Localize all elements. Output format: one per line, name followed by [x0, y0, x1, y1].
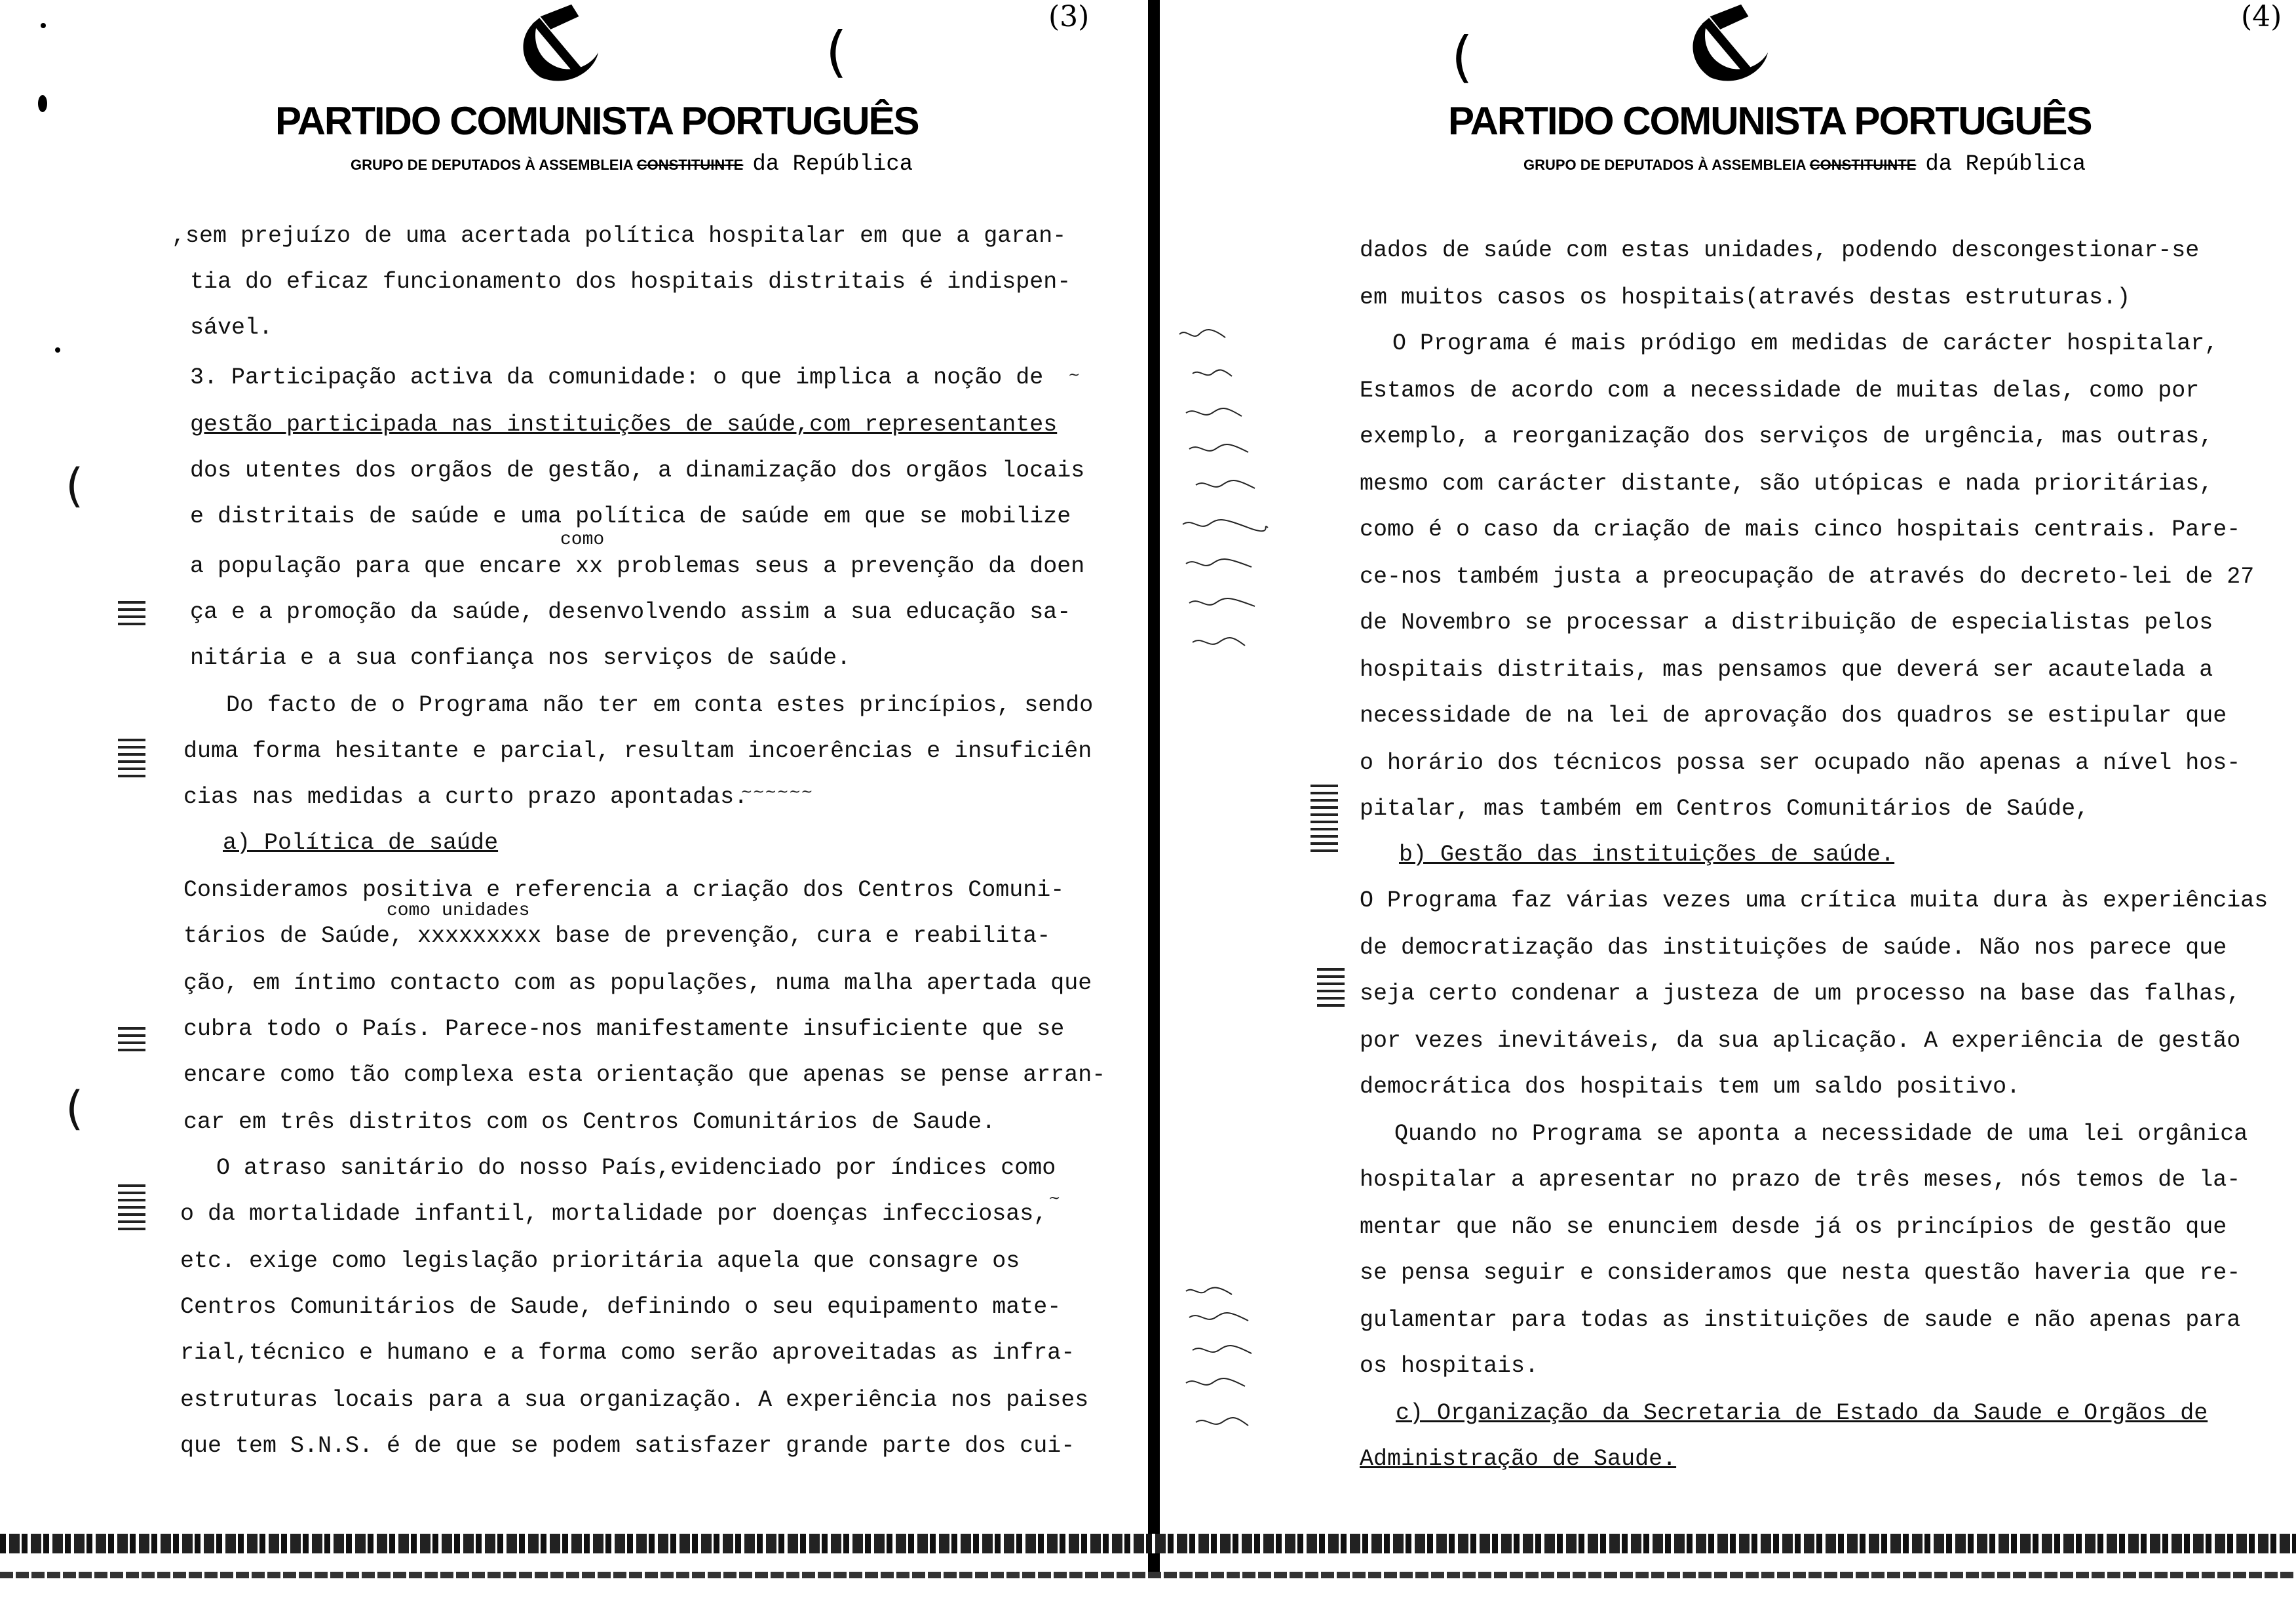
text-line: de democratização das instituições de saúde. Não nos parece que: [1360, 935, 2227, 961]
right-page: [1160, 0, 2296, 1586]
text-line: O atraso sanitário do nosso País,evidenciado por índices como: [216, 1155, 1056, 1181]
text-line: dados de saúde com estas unidades, podendo descongestionar-se: [1360, 237, 2200, 263]
section-heading: Administração de Saude.: [1360, 1446, 1677, 1472]
text-line: O Programa é mais pródigo em medidas de carácter hospitalar,: [1392, 330, 2219, 357]
scan-speck: [41, 23, 46, 28]
text-line: dos utentes dos orgãos de gestão, a dinamização dos orgãos locais: [190, 457, 1085, 484]
insert-como: como: [560, 530, 605, 550]
section-heading: c) Organização da Secretaria de Estado da Saude e Orgãos de: [1396, 1400, 2208, 1426]
scan-speck: [55, 347, 60, 353]
handwritten-annotation: ~~~~~~: [740, 784, 813, 800]
bracket-mark: (: [826, 20, 847, 84]
party-title: PARTIDO COMUNISTA PORTUGUÊS: [1448, 99, 2092, 143]
text-line: necessidade de na lei de aprovação dos quadros se estipular que: [1360, 703, 2227, 729]
text-line: Quando no Programa se aponta a necessidade de uma lei orgânica: [1394, 1121, 2248, 1147]
text-line: sável.: [190, 315, 273, 341]
text-line: a população para que encare xx problemas seus a prevenção da doen: [190, 553, 1085, 579]
text-line: em muitos casos os hospitais(através destas estruturas.): [1360, 284, 2131, 311]
text-line: os hospitais.: [1360, 1353, 1539, 1379]
text-line: rial,técnico e humano e a forma como serão aproveitadas as infra-: [180, 1340, 1075, 1366]
text-line: ça e a promoção da saúde, desenvolvendo assim a sua educação sa-: [190, 599, 1071, 625]
text-line: estruturas locais para a sua organização. A experiência nos paises: [180, 1387, 1089, 1413]
margin-dash-marks: [1311, 780, 1338, 857]
text-line: ção, em íntimo contacto com as populações, numa malha apertada que: [183, 970, 1092, 996]
text-line: democrática dos hospitais tem um saldo positivo.: [1360, 1074, 2021, 1100]
text-line: e distritais de saúde e uma política de saúde em que se mobilize: [190, 503, 1071, 530]
insert-como-unidades: como unidades: [387, 901, 530, 921]
page-number: (4): [2241, 0, 2282, 33]
margin-dash-marks: [1317, 963, 1345, 1011]
text-line: cias nas medidas a curto prazo apontadas.: [183, 784, 748, 810]
scan-edge: [0, 1534, 2296, 1553]
text-line: etc. exige como legislação prioritária aquela que consagre os: [180, 1248, 1020, 1274]
text-line: pitalar, mas também em Centros Comunitários de Saúde,: [1360, 796, 2090, 822]
text-line: mesmo com carácter distante, são utópicas e nada prioritárias,: [1360, 471, 2213, 497]
text-line: o horário dos técnicos possa ser ocupado não apenas a nível hos-: [1360, 750, 2241, 776]
handwritten-margin-notes: [1179, 1278, 1324, 1449]
text-line: como é o caso da criação de mais cinco hospitais centrais. Pare-: [1360, 516, 2241, 543]
bracket-mark: (: [66, 459, 84, 513]
scan-speck: [38, 95, 47, 112]
text-line: cubra todo o País. Parece-nos manifestamente insuficiente que se: [183, 1016, 1065, 1042]
text-line: Estamos de acordo com a necessidade de muitas delas, como por: [1360, 378, 2200, 404]
text-line: Centros Comunitários de Saude, definindo o seu equipamento mate-: [180, 1294, 1062, 1320]
bracket-mark: (: [1451, 25, 1473, 89]
margin-dash-marks: [118, 596, 145, 630]
text-line: car em três distritos com os Centros Comunitários de Saude.: [183, 1109, 996, 1135]
text-line: exemplo, a reorganização dos serviços de urgência, mas outras,: [1360, 423, 2213, 450]
text-line: tários de Saúde, xxxxxxxxx base de prevenção, cura e reabilita-: [183, 923, 1051, 949]
handwritten-annotation: ~: [1048, 1190, 1061, 1207]
text-line: Do facto de o Programa não ter em conta estes princípios, sendo: [226, 692, 1094, 718]
text-line: duma forma hesitante e parcial, resultam incoerências e insuficiên: [183, 738, 1092, 764]
margin-dash-marks: [118, 1022, 145, 1056]
text-line: mentar que não se enunciem desde já os princípios de gestão que: [1360, 1214, 2227, 1240]
section-heading: a) Política de saúde: [223, 830, 499, 856]
handwritten-margin-notes: [1173, 315, 1324, 708]
scan-edge: [0, 1572, 2296, 1578]
text-line: nitária e a sua confiança nos serviços de saúde.: [190, 645, 851, 671]
text-line: ce-nos também justa a preocupação de através do decreto-lei de 27: [1360, 564, 2255, 590]
hammer-sickle-icon: [514, 0, 613, 85]
hammer-sickle-icon: [1684, 0, 1782, 85]
text-line: o da mortalidade infantil, mortalidade por doenças infecciosas,: [180, 1201, 1048, 1227]
text-line: que tem S.N.S. é de que se podem satisfazer grande parte dos cui-: [180, 1433, 1075, 1459]
section-heading: b) Gestão das instituições de saúde.: [1399, 842, 1895, 868]
party-title: PARTIDO COMUNISTA PORTUGUÊS: [275, 99, 919, 143]
page-gutter: [1148, 0, 1160, 1573]
group-subtitle: GRUPO DE DEPUTADOS À ASSEMBLEIA CONSTITUINTE da República: [351, 152, 913, 177]
text-line: ,sem prejuízo de uma acertada política hospitalar em que a garan-: [172, 223, 1067, 249]
text-line: de Novembro se processar a distribuição de especialistas pelos: [1360, 610, 2213, 636]
text-line: seja certo condenar a justeza de um processo na base das falhas,: [1360, 981, 2241, 1007]
text-line: gulamentar para todas as instituições de saude e não apenas para: [1360, 1307, 2241, 1333]
text-line: se pensa seguir e consideramos que nesta questão haveria que re-: [1360, 1260, 2241, 1286]
text-line: encare como tão complexa esta orientação que apenas se pense arran-: [183, 1062, 1106, 1088]
left-page: [0, 0, 1147, 1586]
margin-dash-marks: [118, 734, 145, 782]
text-line: 3. Participação activa da comunidade: o que implica a noção de: [190, 364, 1044, 391]
text-line: por vezes inevitáveis, da sua aplicação. A experiência de gestão: [1360, 1028, 2241, 1054]
text-line: tia do eficaz funcionamento dos hospitais distritais é indispen-: [190, 269, 1071, 295]
text-line: gestão participada nas instituições de saúde,com representantes: [190, 412, 1058, 438]
group-subtitle: GRUPO DE DEPUTADOS À ASSEMBLEIA CONSTITUINTE da República: [1523, 152, 2086, 177]
text-line: Consideramos positiva e referencia a criação dos Centros Comuni-: [183, 877, 1065, 903]
margin-dash-marks: [118, 1180, 145, 1235]
text-line: hospitais distritais, mas pensamos que deverá ser acautelada a: [1360, 657, 2213, 683]
text-line: hospitalar a apresentar no prazo de três meses, nós temos de la-: [1360, 1167, 2241, 1193]
bracket-mark: (: [66, 1081, 84, 1135]
text-line: O Programa faz várias vezes uma crítica muita dura às experiências: [1360, 887, 2268, 914]
handwritten-annotation: ~: [1068, 367, 1081, 383]
page-number: (3): [1048, 0, 1090, 33]
